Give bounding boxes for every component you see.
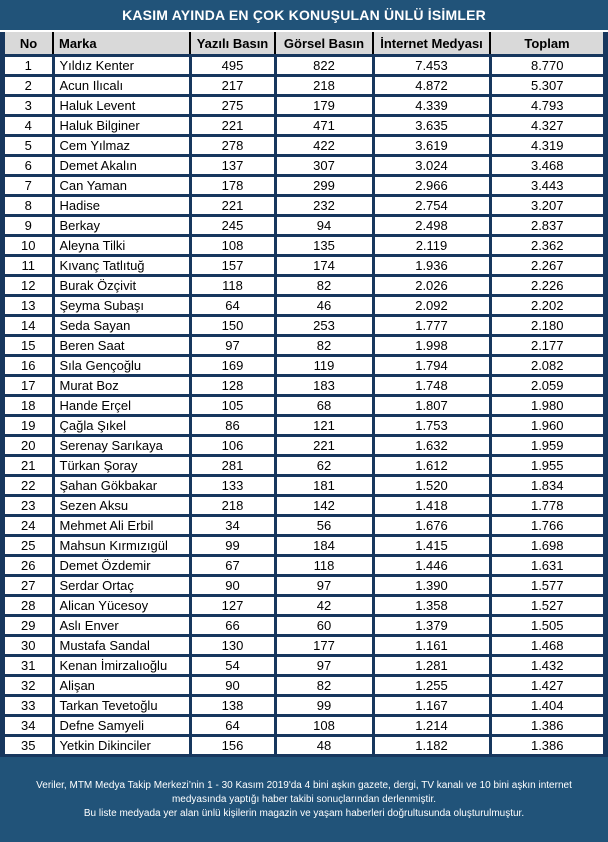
cell-toplam: 1.386 xyxy=(490,736,603,756)
table-row xyxy=(5,216,603,236)
table-row xyxy=(5,636,603,656)
cell-celebrity-name: Berkay xyxy=(53,216,190,236)
col-header-yazili-basin: Yazılı Basın xyxy=(190,32,275,56)
cell-gorsel-basin: 97 xyxy=(275,656,373,676)
cell-toplam: 1.386 xyxy=(490,716,603,736)
table-row xyxy=(5,236,603,256)
cell-gorsel-basin: 184 xyxy=(275,536,373,556)
cell-yazili-basin: 130 xyxy=(190,636,275,656)
cell-internet-medyasi: 1.794 xyxy=(373,356,490,376)
cell-gorsel-basin: 56 xyxy=(275,516,373,536)
cell-yazili-basin: 128 xyxy=(190,376,275,396)
col-header-gorsel-basin: Görsel Basın xyxy=(275,32,373,56)
cell-gorsel-basin: 822 xyxy=(275,56,373,76)
cell-internet-medyasi: 2.498 xyxy=(373,216,490,236)
cell-internet-medyasi: 1.520 xyxy=(373,476,490,496)
cell-internet-medyasi: 1.167 xyxy=(373,696,490,716)
cell-rank: 8 xyxy=(5,196,53,216)
cell-gorsel-basin: 181 xyxy=(275,476,373,496)
cell-internet-medyasi: 3.619 xyxy=(373,136,490,156)
cell-celebrity-name: Sezen Aksu xyxy=(53,496,190,516)
cell-rank: 19 xyxy=(5,416,53,436)
cell-gorsel-basin: 179 xyxy=(275,96,373,116)
cell-toplam: 3.443 xyxy=(490,176,603,196)
table-row xyxy=(5,736,603,756)
cell-celebrity-name: Defne Samyeli xyxy=(53,716,190,736)
cell-celebrity-name: Aleyna Tilki xyxy=(53,236,190,256)
cell-celebrity-name: Serenay Sarıkaya xyxy=(53,436,190,456)
cell-gorsel-basin: 82 xyxy=(275,276,373,296)
cell-rank: 13 xyxy=(5,296,53,316)
cell-toplam: 1.577 xyxy=(490,576,603,596)
cell-rank: 4 xyxy=(5,116,53,136)
cell-celebrity-name: Alişan xyxy=(53,676,190,696)
cell-toplam: 3.207 xyxy=(490,196,603,216)
cell-yazili-basin: 54 xyxy=(190,656,275,676)
cell-rank: 31 xyxy=(5,656,53,676)
cell-gorsel-basin: 46 xyxy=(275,296,373,316)
cell-celebrity-name: Hande Erçel xyxy=(53,396,190,416)
cell-celebrity-name: Demet Akalın xyxy=(53,156,190,176)
cell-celebrity-name: Haluk Bilginer xyxy=(53,116,190,136)
cell-rank: 2 xyxy=(5,76,53,96)
cell-yazili-basin: 157 xyxy=(190,256,275,276)
cell-internet-medyasi: 1.358 xyxy=(373,596,490,616)
cell-yazili-basin: 138 xyxy=(190,696,275,716)
table-row xyxy=(5,96,603,116)
cell-celebrity-name: Kenan İmirzalıoğlu xyxy=(53,656,190,676)
cell-toplam: 2.837 xyxy=(490,216,603,236)
cell-toplam: 1.778 xyxy=(490,496,603,516)
cell-yazili-basin: 221 xyxy=(190,196,275,216)
cell-yazili-basin: 90 xyxy=(190,576,275,596)
col-header-toplam: Toplam xyxy=(490,32,603,56)
cell-gorsel-basin: 422 xyxy=(275,136,373,156)
cell-yazili-basin: 156 xyxy=(190,736,275,756)
cell-celebrity-name: Cem Yılmaz xyxy=(53,136,190,156)
table-row xyxy=(5,156,603,176)
cell-rank: 28 xyxy=(5,596,53,616)
table-row xyxy=(5,476,603,496)
table-row xyxy=(5,556,603,576)
table-row xyxy=(5,396,603,416)
cell-rank: 34 xyxy=(5,716,53,736)
cell-celebrity-name: Yıldız Kenter xyxy=(53,56,190,76)
cell-internet-medyasi: 2.754 xyxy=(373,196,490,216)
cell-internet-medyasi: 1.748 xyxy=(373,376,490,396)
cell-rank: 11 xyxy=(5,256,53,276)
cell-toplam: 3.468 xyxy=(490,156,603,176)
cell-rank: 17 xyxy=(5,376,53,396)
cell-celebrity-name: Alican Yücesoy xyxy=(53,596,190,616)
cell-rank: 32 xyxy=(5,676,53,696)
cell-toplam: 2.202 xyxy=(490,296,603,316)
cell-internet-medyasi: 1.807 xyxy=(373,396,490,416)
cell-rank: 5 xyxy=(5,136,53,156)
table-row xyxy=(5,376,603,396)
cell-toplam: 4.319 xyxy=(490,136,603,156)
cell-toplam: 4.327 xyxy=(490,116,603,136)
cell-yazili-basin: 281 xyxy=(190,456,275,476)
report-title-band xyxy=(0,0,608,32)
cell-internet-medyasi: 2.026 xyxy=(373,276,490,296)
cell-celebrity-name: Mustafa Sandal xyxy=(53,636,190,656)
cell-toplam: 2.362 xyxy=(490,236,603,256)
cell-toplam: 1.960 xyxy=(490,416,603,436)
cell-gorsel-basin: 48 xyxy=(275,736,373,756)
cell-rank: 30 xyxy=(5,636,53,656)
cell-rank: 25 xyxy=(5,536,53,556)
cell-rank: 7 xyxy=(5,176,53,196)
cell-gorsel-basin: 177 xyxy=(275,636,373,656)
table-body xyxy=(5,56,603,756)
cell-yazili-basin: 218 xyxy=(190,496,275,516)
cell-celebrity-name: Tarkan Tevetoğlu xyxy=(53,696,190,716)
cell-yazili-basin: 245 xyxy=(190,216,275,236)
cell-gorsel-basin: 299 xyxy=(275,176,373,196)
cell-celebrity-name: Mehmet Ali Erbil xyxy=(53,516,190,536)
cell-internet-medyasi: 4.339 xyxy=(373,96,490,116)
cell-toplam: 2.180 xyxy=(490,316,603,336)
cell-internet-medyasi: 1.281 xyxy=(373,656,490,676)
cell-gorsel-basin: 82 xyxy=(275,676,373,696)
table-row xyxy=(5,676,603,696)
cell-toplam: 5.307 xyxy=(490,76,603,96)
cell-rank: 26 xyxy=(5,556,53,576)
cell-toplam: 1.834 xyxy=(490,476,603,496)
cell-yazili-basin: 178 xyxy=(190,176,275,196)
cell-gorsel-basin: 142 xyxy=(275,496,373,516)
cell-yazili-basin: 221 xyxy=(190,116,275,136)
table-row xyxy=(5,416,603,436)
cell-yazili-basin: 106 xyxy=(190,436,275,456)
cell-yazili-basin: 278 xyxy=(190,136,275,156)
cell-internet-medyasi: 2.119 xyxy=(373,236,490,256)
cell-gorsel-basin: 307 xyxy=(275,156,373,176)
cell-gorsel-basin: 232 xyxy=(275,196,373,216)
cell-rank: 22 xyxy=(5,476,53,496)
cell-rank: 27 xyxy=(5,576,53,596)
cell-yazili-basin: 99 xyxy=(190,536,275,556)
cell-toplam: 1.698 xyxy=(490,536,603,556)
cell-celebrity-name: Yetkin Dikinciler xyxy=(53,736,190,756)
cell-yazili-basin: 275 xyxy=(190,96,275,116)
cell-toplam: 2.177 xyxy=(490,336,603,356)
table-row xyxy=(5,336,603,356)
table-row xyxy=(5,256,603,276)
cell-yazili-basin: 150 xyxy=(190,316,275,336)
cell-celebrity-name: Türkan Şoray xyxy=(53,456,190,476)
table-row xyxy=(5,116,603,136)
cell-gorsel-basin: 253 xyxy=(275,316,373,336)
cell-yazili-basin: 137 xyxy=(190,156,275,176)
source-note-line1: Veriler, MTM Medya Takip Merkezi’nin 1 - 30 Kasım 2019'da 4 bini aşkın gazete, dergi, TV kanalı ve 10 bini aşkın internet medyasında yaptığı haber takibi sonuçlarından derlenmiştir. xyxy=(36,779,572,805)
cell-celebrity-name: Mahsun Kırmızıgül xyxy=(53,536,190,556)
cell-internet-medyasi: 1.255 xyxy=(373,676,490,696)
table-row xyxy=(5,76,603,96)
cell-yazili-basin: 64 xyxy=(190,716,275,736)
cell-rank: 10 xyxy=(5,236,53,256)
table-row xyxy=(5,316,603,336)
table-row xyxy=(5,276,603,296)
table-row xyxy=(5,576,603,596)
cell-yazili-basin: 97 xyxy=(190,336,275,356)
cell-celebrity-name: Can Yaman xyxy=(53,176,190,196)
table-row xyxy=(5,516,603,536)
cell-internet-medyasi: 1.379 xyxy=(373,616,490,636)
cell-celebrity-name: Sıla Gençoğlu xyxy=(53,356,190,376)
cell-toplam: 1.631 xyxy=(490,556,603,576)
cell-celebrity-name: Şeyma Subaşı xyxy=(53,296,190,316)
cell-celebrity-name: Şahan Gökbakar xyxy=(53,476,190,496)
cell-celebrity-name: Çağla Şıkel xyxy=(53,416,190,436)
cell-gorsel-basin: 221 xyxy=(275,436,373,456)
cell-toplam: 1.505 xyxy=(490,616,603,636)
cell-yazili-basin: 118 xyxy=(190,276,275,296)
cell-gorsel-basin: 42 xyxy=(275,596,373,616)
cell-celebrity-name: Haluk Levent xyxy=(53,96,190,116)
cell-celebrity-name: Murat Boz xyxy=(53,376,190,396)
cell-celebrity-name: Aslı Enver xyxy=(53,616,190,636)
cell-rank: 9 xyxy=(5,216,53,236)
cell-gorsel-basin: 471 xyxy=(275,116,373,136)
cell-celebrity-name: Beren Saat xyxy=(53,336,190,356)
cell-rank: 16 xyxy=(5,356,53,376)
cell-toplam: 1.468 xyxy=(490,636,603,656)
cell-gorsel-basin: 121 xyxy=(275,416,373,436)
cell-internet-medyasi: 1.418 xyxy=(373,496,490,516)
cell-rank: 35 xyxy=(5,736,53,756)
page-title: KASIM AYINDA EN ÇOK KONUŞULAN ÜNLÜ İSİMLER xyxy=(122,7,486,23)
cell-rank: 29 xyxy=(5,616,53,636)
cell-internet-medyasi: 1.998 xyxy=(373,336,490,356)
cell-yazili-basin: 66 xyxy=(190,616,275,636)
source-note-line2: Bu liste medyada yer alan ünlü kişilerin magazin ve yaşam haberleri doğrultusunda oluşturulmuştur. xyxy=(83,807,525,819)
cell-toplam: 1.527 xyxy=(490,596,603,616)
cell-toplam: 2.226 xyxy=(490,276,603,296)
table-row xyxy=(5,696,603,716)
table-row xyxy=(5,456,603,476)
cell-gorsel-basin: 68 xyxy=(275,396,373,416)
cell-gorsel-basin: 119 xyxy=(275,356,373,376)
cell-toplam: 4.793 xyxy=(490,96,603,116)
cell-toplam: 2.082 xyxy=(490,356,603,376)
cell-internet-medyasi: 7.453 xyxy=(373,56,490,76)
cell-gorsel-basin: 135 xyxy=(275,236,373,256)
cell-toplam: 1.959 xyxy=(490,436,603,456)
cell-rank: 3 xyxy=(5,96,53,116)
cell-yazili-basin: 495 xyxy=(190,56,275,76)
cell-yazili-basin: 127 xyxy=(190,596,275,616)
table-row xyxy=(5,196,603,216)
cell-gorsel-basin: 174 xyxy=(275,256,373,276)
cell-celebrity-name: Acun Ilıcalı xyxy=(53,76,190,96)
cell-internet-medyasi: 3.635 xyxy=(373,116,490,136)
table-row xyxy=(5,596,603,616)
cell-gorsel-basin: 62 xyxy=(275,456,373,476)
cell-gorsel-basin: 82 xyxy=(275,336,373,356)
cell-internet-medyasi: 2.966 xyxy=(373,176,490,196)
cell-yazili-basin: 90 xyxy=(190,676,275,696)
cell-internet-medyasi: 1.676 xyxy=(373,516,490,536)
col-header-no: No xyxy=(5,32,53,56)
cell-gorsel-basin: 99 xyxy=(275,696,373,716)
cell-internet-medyasi: 1.753 xyxy=(373,416,490,436)
cell-rank: 14 xyxy=(5,316,53,336)
cell-yazili-basin: 64 xyxy=(190,296,275,316)
cell-rank: 12 xyxy=(5,276,53,296)
table-row xyxy=(5,56,603,76)
cell-toplam: 1.432 xyxy=(490,656,603,676)
cell-rank: 15 xyxy=(5,336,53,356)
col-header-internet-medyasi: İnternet Medyası xyxy=(373,32,490,56)
cell-yazili-basin: 86 xyxy=(190,416,275,436)
cell-rank: 23 xyxy=(5,496,53,516)
cell-rank: 20 xyxy=(5,436,53,456)
cell-internet-medyasi: 1.415 xyxy=(373,536,490,556)
table-row xyxy=(5,656,603,676)
cell-internet-medyasi: 1.214 xyxy=(373,716,490,736)
cell-celebrity-name: Burak Özçivit xyxy=(53,276,190,296)
cell-celebrity-name: Kıvanç Tatlıtuğ xyxy=(53,256,190,276)
cell-gorsel-basin: 97 xyxy=(275,576,373,596)
cell-rank: 33 xyxy=(5,696,53,716)
table-row xyxy=(5,716,603,736)
cell-toplam: 8.770 xyxy=(490,56,603,76)
table-row xyxy=(5,436,603,456)
cell-gorsel-basin: 60 xyxy=(275,616,373,636)
cell-yazili-basin: 67 xyxy=(190,556,275,576)
col-header-marka: Marka xyxy=(53,32,190,56)
celebrity-mentions-table xyxy=(5,32,603,757)
cell-yazili-basin: 105 xyxy=(190,396,275,416)
cell-gorsel-basin: 183 xyxy=(275,376,373,396)
cell-gorsel-basin: 118 xyxy=(275,556,373,576)
cell-internet-medyasi: 4.872 xyxy=(373,76,490,96)
cell-gorsel-basin: 108 xyxy=(275,716,373,736)
table-row xyxy=(5,136,603,156)
cell-internet-medyasi: 1.446 xyxy=(373,556,490,576)
celebrity-table-wrap xyxy=(0,32,608,757)
cell-yazili-basin: 34 xyxy=(190,516,275,536)
cell-internet-medyasi: 1.612 xyxy=(373,456,490,476)
cell-toplam: 1.404 xyxy=(490,696,603,716)
cell-celebrity-name: Seda Sayan xyxy=(53,316,190,336)
cell-toplam: 1.427 xyxy=(490,676,603,696)
table-row xyxy=(5,176,603,196)
cell-rank: 21 xyxy=(5,456,53,476)
cell-rank: 24 xyxy=(5,516,53,536)
cell-gorsel-basin: 94 xyxy=(275,216,373,236)
header-row xyxy=(5,32,603,56)
cell-internet-medyasi: 1.936 xyxy=(373,256,490,276)
cell-toplam: 1.766 xyxy=(490,516,603,536)
cell-internet-medyasi: 1.390 xyxy=(373,576,490,596)
cell-internet-medyasi: 1.777 xyxy=(373,316,490,336)
cell-yazili-basin: 133 xyxy=(190,476,275,496)
cell-toplam: 1.955 xyxy=(490,456,603,476)
cell-rank: 18 xyxy=(5,396,53,416)
table-row xyxy=(5,616,603,636)
cell-celebrity-name: Hadise xyxy=(53,196,190,216)
cell-rank: 1 xyxy=(5,56,53,76)
cell-rank: 6 xyxy=(5,156,53,176)
table-row xyxy=(5,496,603,516)
cell-internet-medyasi: 3.024 xyxy=(373,156,490,176)
cell-celebrity-name: Serdar Ortaç xyxy=(53,576,190,596)
cell-internet-medyasi: 1.161 xyxy=(373,636,490,656)
cell-internet-medyasi: 2.092 xyxy=(373,296,490,316)
table-row xyxy=(5,356,603,376)
cell-toplam: 1.980 xyxy=(490,396,603,416)
cell-yazili-basin: 217 xyxy=(190,76,275,96)
cell-yazili-basin: 108 xyxy=(190,236,275,256)
table-row xyxy=(5,536,603,556)
cell-internet-medyasi: 1.182 xyxy=(373,736,490,756)
source-note-band xyxy=(0,757,608,842)
cell-celebrity-name: Demet Özdemir xyxy=(53,556,190,576)
cell-gorsel-basin: 218 xyxy=(275,76,373,96)
cell-yazili-basin: 169 xyxy=(190,356,275,376)
cell-toplam: 2.059 xyxy=(490,376,603,396)
cell-toplam: 2.267 xyxy=(490,256,603,276)
table-row xyxy=(5,296,603,316)
cell-internet-medyasi: 1.632 xyxy=(373,436,490,456)
